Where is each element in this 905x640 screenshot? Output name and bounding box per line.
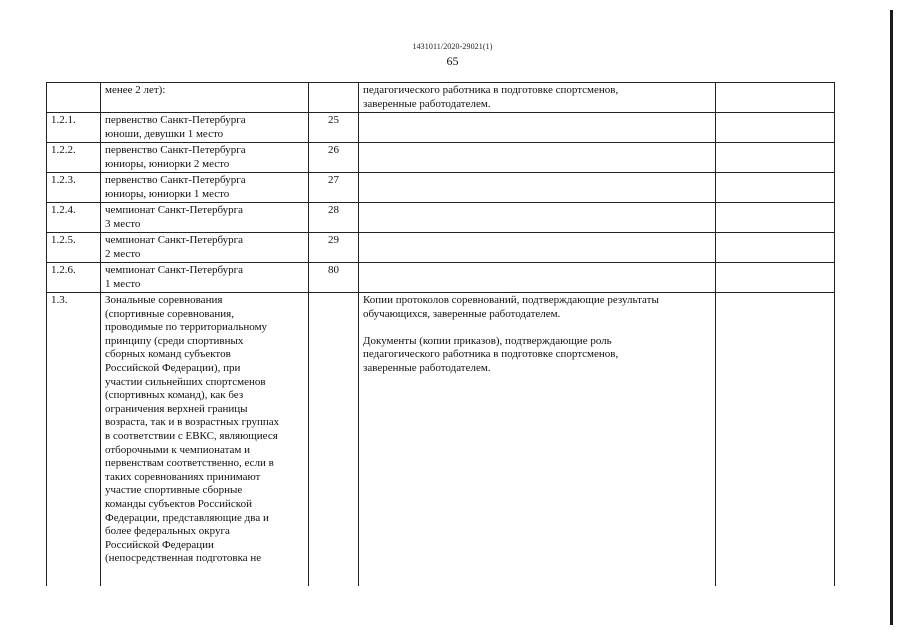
row-points: 26 (309, 143, 359, 173)
row-documents: педагогического работника в подготовке спортсменов, заверенные работодателем. (359, 83, 716, 113)
table-row (47, 83, 835, 113)
criteria-table (46, 82, 835, 586)
row-number: 1.2.5. (47, 233, 101, 263)
table-row (47, 173, 835, 203)
row-documents (359, 173, 716, 203)
row-number: 1.2.1. (47, 113, 101, 143)
table-row (47, 233, 835, 263)
row-criterion: Зональные соревнования (спортивные соревнования, проводимые по территориальному принципу (среди спортивных сборных команд субъектов Российской Федерации), при участии сильнейших спортсменов (спортивных команд), как без ограничения верхней границы возраста, так и в возрастных группах в соответствии с ЕВКС, являющиеся отборочными к чемпионатам и первенствам соответственно, если в таких соревнованиях принимают участие спортивные сборные команды субъектов Российской Федерации, представляющие два и более федеральных округа Российской Федерации (непосредственная подготовка не (101, 293, 309, 586)
row-criterion: первенство Санкт-Петербурга юниоры, юниорки 2 место (101, 143, 309, 173)
row-number: 1.3. (47, 293, 101, 586)
row-notes (716, 293, 835, 586)
row-notes (716, 263, 835, 293)
row-number: 1.2.2. (47, 143, 101, 173)
scan-edge-line (890, 10, 893, 625)
row-documents (359, 203, 716, 233)
row-criterion: чемпионат Санкт-Петербурга 3 место (101, 203, 309, 233)
row-notes (716, 173, 835, 203)
row-points (309, 83, 359, 113)
row-documents (359, 263, 716, 293)
row-notes (716, 203, 835, 233)
table-row (47, 203, 835, 233)
row-documents: Копии протоколов соревнований, подтверждающие результаты обучающихся, заверенные работодателем. Документы (копии приказов), подтверждающие роль педагогического работника в подготовке спортсменов, заверенные работодателем. (359, 293, 716, 586)
table-row (47, 113, 835, 143)
row-number (47, 83, 101, 113)
row-points: 80 (309, 263, 359, 293)
document-id: 1431011/2020-29021(1) (412, 42, 493, 51)
row-notes (716, 233, 835, 263)
row-number: 1.2.6. (47, 263, 101, 293)
row-documents (359, 143, 716, 173)
row-points: 29 (309, 233, 359, 263)
row-criterion: менее 2 лет): (101, 83, 309, 113)
row-number: 1.2.3. (47, 173, 101, 203)
row-criterion: первенство Санкт-Петербурга юноши, девушки 1 место (101, 113, 309, 143)
row-notes (716, 143, 835, 173)
row-notes (716, 113, 835, 143)
row-criterion: чемпионат Санкт-Петербурга 1 место (101, 263, 309, 293)
row-points: 28 (309, 203, 359, 233)
row-criterion: первенство Санкт-Петербурга юниоры, юниорки 1 место (101, 173, 309, 203)
row-points: 27 (309, 173, 359, 203)
row-number: 1.2.4. (47, 203, 101, 233)
table-row (47, 263, 835, 293)
row-notes (716, 83, 835, 113)
row-documents (359, 113, 716, 143)
row-points (309, 293, 359, 586)
row-points: 25 (309, 113, 359, 143)
page-number: 65 (446, 54, 459, 68)
row-criterion: чемпионат Санкт-Петербурга 2 место (101, 233, 309, 263)
table-row (47, 143, 835, 173)
table-row (47, 293, 835, 586)
row-documents (359, 233, 716, 263)
